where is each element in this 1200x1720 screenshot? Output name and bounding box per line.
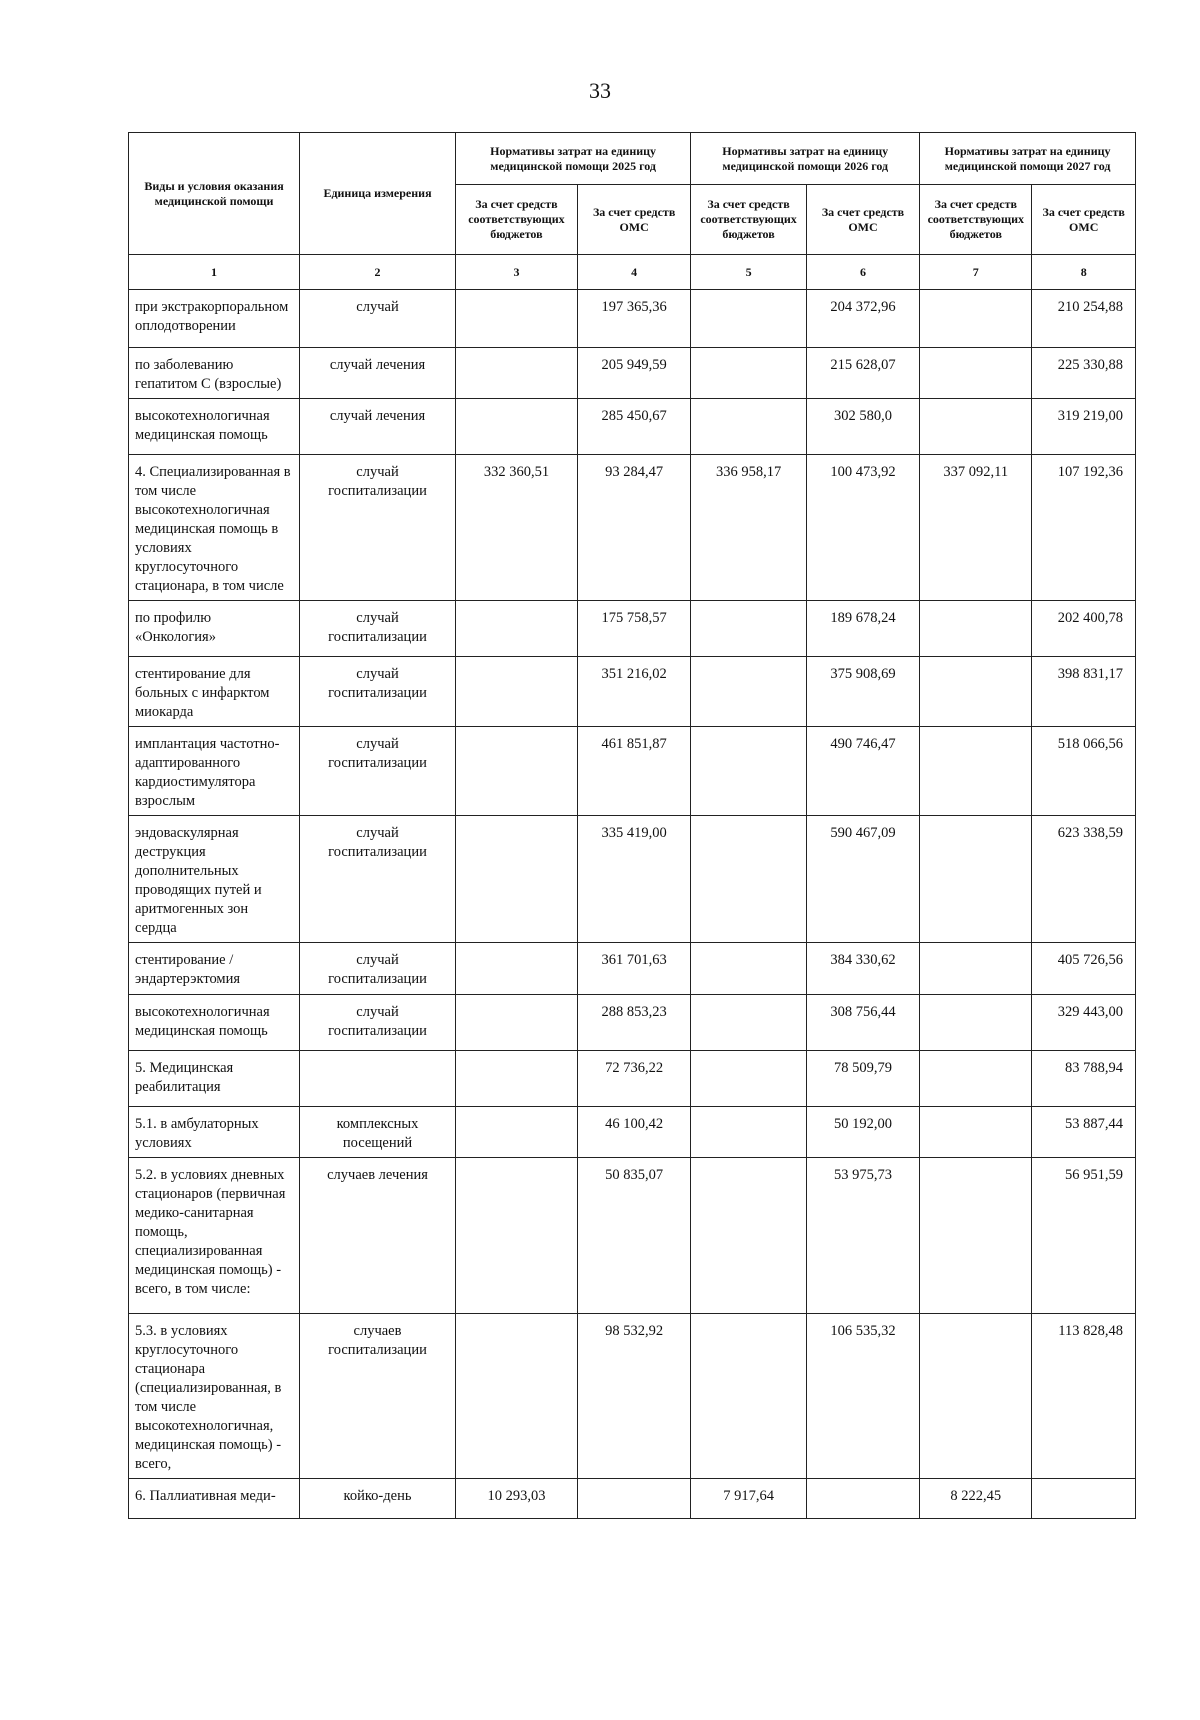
- value-budget-2027: [920, 727, 1032, 816]
- value-oms-2026: 50 192,00: [806, 1107, 919, 1158]
- value-oms-2025: 288 853,23: [577, 995, 690, 1051]
- value-oms-2026: 308 756,44: [806, 995, 919, 1051]
- column-number: 5: [691, 255, 807, 290]
- row-unit: случай госпитализации: [300, 455, 456, 601]
- column-number: 1: [129, 255, 300, 290]
- value-budget-2025: 332 360,51: [455, 455, 577, 601]
- table-row: [129, 1314, 1136, 1479]
- table-row: [129, 290, 1136, 348]
- value-budget-2025: [455, 1107, 577, 1158]
- row-unit: случай госпитализации: [300, 943, 456, 995]
- column-number: 2: [300, 255, 456, 290]
- page-number: 33: [589, 78, 611, 103]
- value-budget-2026: [691, 995, 807, 1051]
- value-oms-2027: 83 788,94: [1032, 1051, 1136, 1107]
- value-oms-2026: 189 678,24: [806, 601, 919, 657]
- value-budget-2027: 8 222,45: [920, 1479, 1032, 1519]
- row-name: высокотехнологичная медицинская помощь: [129, 995, 300, 1051]
- row-unit: случай лечения: [300, 399, 456, 455]
- value-budget-2025: [455, 657, 577, 727]
- value-oms-2026: 384 330,62: [806, 943, 919, 995]
- value-budget-2027: [920, 601, 1032, 657]
- row-name: по профилю «Онкология»: [129, 601, 300, 657]
- column-number: 8: [1032, 255, 1136, 290]
- value-budget-2025: [455, 348, 577, 399]
- value-oms-2026: 204 372,96: [806, 290, 919, 348]
- header-budget-2027: За счет средств соответствующих бюджетов: [920, 185, 1032, 255]
- value-oms-2026: 215 628,07: [806, 348, 919, 399]
- value-oms-2025: [577, 1479, 690, 1519]
- value-oms-2027: 210 254,88: [1032, 290, 1136, 348]
- value-budget-2027: [920, 995, 1032, 1051]
- row-unit: случай: [300, 290, 456, 348]
- value-oms-2026: 53 975,73: [806, 1158, 919, 1314]
- row-unit: комплексных посещений: [300, 1107, 456, 1158]
- value-oms-2025: 98 532,92: [577, 1314, 690, 1479]
- row-unit: случай госпитализации: [300, 816, 456, 943]
- value-oms-2027: 623 338,59: [1032, 816, 1136, 943]
- value-budget-2027: 337 092,11: [920, 455, 1032, 601]
- row-unit: койко-день: [300, 1479, 456, 1519]
- value-oms-2025: 285 450,67: [577, 399, 690, 455]
- value-oms-2025: 351 216,02: [577, 657, 690, 727]
- row-unit: случай госпитализации: [300, 601, 456, 657]
- value-budget-2026: [691, 1107, 807, 1158]
- value-budget-2025: [455, 601, 577, 657]
- column-number-row: [129, 255, 1136, 290]
- value-oms-2027: 225 330,88: [1032, 348, 1136, 399]
- value-budget-2027: [920, 816, 1032, 943]
- value-budget-2026: [691, 399, 807, 455]
- row-name: 5.1. в амбулаторных условиях: [129, 1107, 300, 1158]
- value-oms-2027: 518 066,56: [1032, 727, 1136, 816]
- table-row: [129, 1051, 1136, 1107]
- value-budget-2027: [920, 1158, 1032, 1314]
- value-oms-2025: 72 736,22: [577, 1051, 690, 1107]
- row-name: 4. Специализированная в том числе высокотехнологичная медицинская помощь в условиях круглосуточного стационара, в том числе: [129, 455, 300, 601]
- value-budget-2025: [455, 1051, 577, 1107]
- row-name: стентирование / эндартерэктомия: [129, 943, 300, 995]
- value-budget-2027: [920, 290, 1032, 348]
- table-row: [129, 1479, 1136, 1519]
- header-oms-2026: За счет средств ОМС: [806, 185, 919, 255]
- value-oms-2026: 78 509,79: [806, 1051, 919, 1107]
- row-name: по заболеванию гепатитом С (взрослые): [129, 348, 300, 399]
- value-oms-2025: 93 284,47: [577, 455, 690, 601]
- table-row: [129, 727, 1136, 816]
- value-budget-2027: [920, 1314, 1032, 1479]
- value-budget-2027: [920, 1107, 1032, 1158]
- value-budget-2026: [691, 657, 807, 727]
- table-row: [129, 943, 1136, 995]
- header-oms-2025: За счет средств ОМС: [577, 185, 690, 255]
- value-oms-2026: 590 467,09: [806, 816, 919, 943]
- value-oms-2025: 335 419,00: [577, 816, 690, 943]
- row-unit: случай госпитализации: [300, 727, 456, 816]
- value-oms-2027: 202 400,78: [1032, 601, 1136, 657]
- value-budget-2025: [455, 727, 577, 816]
- row-name: 5.3. в условиях круглосуточного стационара (специализированная, в том числе высокотехнологичная, медицинская помощь) - всего,: [129, 1314, 300, 1479]
- table-row: [129, 1158, 1136, 1314]
- value-oms-2026: 100 473,92: [806, 455, 919, 601]
- value-budget-2025: [455, 1158, 577, 1314]
- value-oms-2027: 113 828,48: [1032, 1314, 1136, 1479]
- value-budget-2025: 10 293,03: [455, 1479, 577, 1519]
- table-row: [129, 657, 1136, 727]
- value-budget-2025: [455, 943, 577, 995]
- value-oms-2025: 197 365,36: [577, 290, 690, 348]
- value-oms-2027: 329 443,00: [1032, 995, 1136, 1051]
- table-row: [129, 399, 1136, 455]
- header-group-2027: Нормативы затрат на единицу медицинской помощи 2027 год: [920, 133, 1136, 185]
- table-row: [129, 1107, 1136, 1158]
- value-budget-2026: [691, 601, 807, 657]
- row-unit: случаев госпитализации: [300, 1314, 456, 1479]
- value-budget-2025: [455, 816, 577, 943]
- header-budget-2025: За счет средств соответствующих бюджетов: [455, 185, 577, 255]
- row-name: 5.2. в условиях дневных стационаров (первичная медико-санитарная помощь, специализированная медицинская помощь) - всего, в том числе:: [129, 1158, 300, 1314]
- value-budget-2026: [691, 290, 807, 348]
- table-row: [129, 995, 1136, 1051]
- value-budget-2027: [920, 399, 1032, 455]
- header-group-2026: Нормативы затрат на единицу медицинской помощи 2026 год: [691, 133, 920, 185]
- value-oms-2027: 405 726,56: [1032, 943, 1136, 995]
- value-budget-2025: [455, 1314, 577, 1479]
- value-oms-2025: 361 701,63: [577, 943, 690, 995]
- value-budget-2025: [455, 399, 577, 455]
- value-oms-2025: 205 949,59: [577, 348, 690, 399]
- column-number: 7: [920, 255, 1032, 290]
- value-oms-2027: 56 951,59: [1032, 1158, 1136, 1314]
- value-oms-2025: 175 758,57: [577, 601, 690, 657]
- header-group-2025: Нормативы затрат на единицу медицинской помощи 2025 год: [455, 133, 690, 185]
- table-row: [129, 455, 1136, 601]
- value-oms-2025: 461 851,87: [577, 727, 690, 816]
- value-budget-2027: [920, 943, 1032, 995]
- column-number: 4: [577, 255, 690, 290]
- value-oms-2026: [806, 1479, 919, 1519]
- value-oms-2027: 398 831,17: [1032, 657, 1136, 727]
- value-budget-2026: [691, 1314, 807, 1479]
- value-budget-2025: [455, 995, 577, 1051]
- row-name: при экстракорпоральном оплодотворении: [129, 290, 300, 348]
- value-budget-2026: 7 917,64: [691, 1479, 807, 1519]
- value-oms-2025: 50 835,07: [577, 1158, 690, 1314]
- value-oms-2026: 106 535,32: [806, 1314, 919, 1479]
- value-budget-2026: [691, 943, 807, 995]
- value-budget-2026: 336 958,17: [691, 455, 807, 601]
- value-oms-2027: 53 887,44: [1032, 1107, 1136, 1158]
- row-name: эндоваскулярная деструкция дополнительных проводящих путей и аритмогенных зон сердца: [129, 816, 300, 943]
- row-unit: [300, 1051, 456, 1107]
- row-name: имплантация частотно-адаптированного кардиостимулятора взрослым: [129, 727, 300, 816]
- header-budget-2026: За счет средств соответствующих бюджетов: [691, 185, 807, 255]
- value-oms-2027: 319 219,00: [1032, 399, 1136, 455]
- value-budget-2026: [691, 348, 807, 399]
- value-oms-2027: 107 192,36: [1032, 455, 1136, 601]
- value-budget-2026: [691, 1051, 807, 1107]
- value-oms-2026: 490 746,47: [806, 727, 919, 816]
- row-name: высокотехнологичная медицинская помощь: [129, 399, 300, 455]
- value-budget-2027: [920, 1051, 1032, 1107]
- value-budget-2027: [920, 657, 1032, 727]
- value-budget-2026: [691, 816, 807, 943]
- row-name: 5. Медицинская реабилитация: [129, 1051, 300, 1107]
- value-budget-2027: [920, 348, 1032, 399]
- row-unit: случай лечения: [300, 348, 456, 399]
- row-name: 6. Паллиативная меди-: [129, 1479, 300, 1519]
- column-number: 6: [806, 255, 919, 290]
- value-budget-2025: [455, 290, 577, 348]
- header-oms-2027: За счет средств ОМС: [1032, 185, 1136, 255]
- row-name: стентирование для больных с инфарктом миокарда: [129, 657, 300, 727]
- table-row: [129, 348, 1136, 399]
- value-budget-2026: [691, 727, 807, 816]
- value-oms-2026: 375 908,69: [806, 657, 919, 727]
- table-row: [129, 601, 1136, 657]
- header-unit: Единица измерения: [300, 133, 456, 255]
- header-type-conditions: Виды и условия оказания медицинской помощи: [129, 133, 300, 255]
- value-oms-2026: 302 580,0: [806, 399, 919, 455]
- norms-table: [128, 132, 1136, 1519]
- column-number: 3: [455, 255, 577, 290]
- row-unit: случай госпитализации: [300, 995, 456, 1051]
- value-oms-2027: [1032, 1479, 1136, 1519]
- value-budget-2026: [691, 1158, 807, 1314]
- table-row: [129, 816, 1136, 943]
- value-oms-2025: 46 100,42: [577, 1107, 690, 1158]
- row-unit: случай госпитализации: [300, 657, 456, 727]
- row-unit: случаев лечения: [300, 1158, 456, 1314]
